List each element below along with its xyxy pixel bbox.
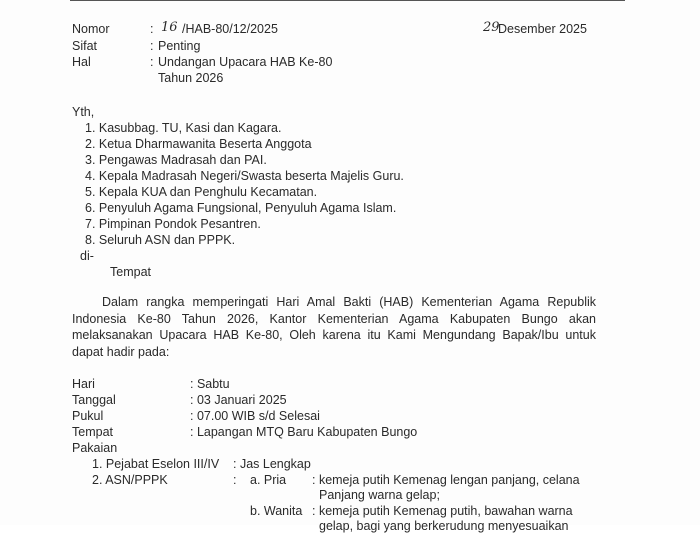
date-handwritten: 29 <box>483 20 500 35</box>
wanita-line-1: : kemeja putih Kemenag putih, bawahan warna <box>312 504 573 518</box>
wanita-label: b. Wanita <box>250 504 303 518</box>
recipient-item-6: 6. Penyuluh Agama Fungsional, Penyuluh Agama Islam. <box>85 201 397 215</box>
recipient-item-5: 5. Kepala KUA dan Penghulu Kecamatan. <box>85 185 318 199</box>
pakaian-item-1-value: : Jas Lengkap <box>233 457 311 471</box>
tempat-label: Tempat <box>110 265 151 279</box>
body-paragraph: Dalam rangka memperingati Hari Amal Bakti (HAB) Kementerian Agama Republik Indonesia Ke-80 Tahun 2026, Kantor Kementerian Agama Kabupaten Bungo akan melaksanakan Upacara HAB Ke-80, Oleh karena itu Kami Mengundang Bapak/Ibu untuk dapat hadir pada: <box>72 295 596 359</box>
tempat-event-label: Tempat <box>72 425 113 439</box>
sifat-colon: : <box>150 39 154 53</box>
nomor-colon: : <box>150 22 154 36</box>
recipient-item-4: 4. Kepala Madrasah Negeri/Swasta beserta Majelis Guru. <box>85 169 404 183</box>
hari-label: Hari <box>72 377 95 391</box>
recipient-item-7: 7. Pimpinan Pondok Pesantren. <box>85 217 261 231</box>
recipient-item-2: 2. Ketua Dharmawanita Beserta Anggota <box>85 137 312 151</box>
nomor-handwritten: 16 <box>161 20 178 35</box>
pria-line-2: Panjang warna gelap; <box>319 488 440 502</box>
hal-line-2: Tahun 2026 <box>158 71 224 85</box>
recipient-item-8: 8. Seluruh ASN dan PPPK. <box>85 233 236 247</box>
hari-value: : Sabtu <box>190 377 230 391</box>
nomor-value: /HAB-80/12/2025 <box>182 22 278 36</box>
pukul-value: : 07.00 WIB s/d Selesai <box>190 409 320 423</box>
hal-line-1: Undangan Upacara HAB Ke-80 <box>158 55 333 69</box>
wanita-line-2: gelap, bagi yang berkerudung menyesuaikan <box>319 519 569 533</box>
recipient-item-1: 1. Kasubbag. TU, Kasi dan Kagara. <box>85 121 282 135</box>
sifat-value: Penting <box>158 39 201 53</box>
nomor-label: Nomor <box>72 22 110 36</box>
pakaian-item-2-colon: : <box>233 473 237 487</box>
pakaian-item-1-label: 1. Pejabat Eselon III/IV <box>92 457 220 471</box>
yth-label: Yth, <box>72 105 95 119</box>
pukul-label: Pukul <box>72 409 104 423</box>
sifat-label: Sifat <box>72 39 98 53</box>
tempat-event-value: : Lapangan MTQ Baru Kabupaten Bungo <box>190 425 418 439</box>
pria-line-1: : kemeja putih Kemenag lengan panjang, celana <box>312 473 580 487</box>
date-text: Desember 2025 <box>498 22 587 36</box>
pria-label: a. Pria <box>250 473 287 487</box>
hal-label: Hal <box>72 55 91 69</box>
pakaian-item-2-label: 2. ASN/PPPK <box>92 473 168 487</box>
header-rule <box>70 0 625 1</box>
di-label: di- <box>80 249 94 263</box>
hal-colon: : <box>150 55 154 69</box>
tanggal-label: Tanggal <box>72 393 116 407</box>
recipient-item-3: 3. Pengawas Madrasah dan PAI. <box>85 153 267 167</box>
tanggal-value: : 03 Januari 2025 <box>190 393 287 407</box>
pakaian-label: Pakaian <box>72 441 118 455</box>
